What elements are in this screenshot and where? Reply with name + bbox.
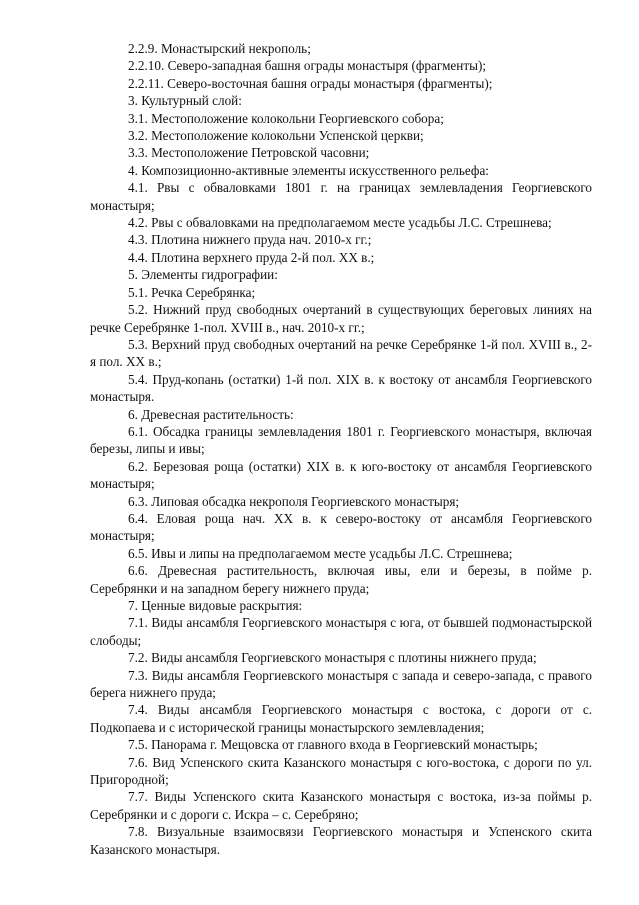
list-item: 3.2. Местоположение колокольни Успенской церкви; [128,128,424,144]
section-heading: 3. Культурный слой: [128,93,242,109]
section-heading: 4. Композиционно-активные элементы искусственного рельефа: [128,162,489,178]
list-item: 4.1. Рвы с обваловками 1801 г. на границах землевладения Георгиевского монастыря; [90,180,592,213]
list-item: 7.6. Вид Успенского скита Казанского монастыря с юго-востока, с дороги по ул. Пригородной; [90,754,592,788]
list-item: 3.3. Местоположение Петровской часовни; [128,145,370,161]
list-item: 2.2.9. Монастырский некрополь; [128,41,311,56]
list-item: 7.1. Виды ансамбля Георгиевского монастыря с юга, от бывшей подмонастырской слободы; [90,615,592,648]
list-item: 6.3. Липовая обсадка некрополя Георгиевского монастыря; [128,493,460,509]
list-item: 6.2. Березовая роща (остатки) XIX в. к юго-востоку от ансамбля Георгиевского монастыря; [90,458,592,492]
list-item: 5.3. Верхний пруд свободных очертаний на речке Серебрянке 1-й пол. XVIII в., 2-я пол. XX в.; [90,336,592,370]
list-item: 7.4. Виды ансамбля Георгиевского монастыря с востока, с дороги от с. Подкопаева и с исторической границы монастырского землевладения; [90,702,592,735]
list-item: 4.2. Рвы с обваловками на предполагаемом месте усадьбы Л.С. Стрешнева; [128,215,552,231]
list-item: 6.1. Обсадка границы землевладения 1801 г. Георгиевского монастыря, включая березы, липы и ивы; [90,423,592,457]
list-item: 6.6. Древесная растительность, включая ивы, ели и березы, в пойме р. Серебрянки и на западном берегу нижнего пруда; [90,563,592,596]
document-body [90,40,592,858]
list-item: 7.7. Виды Успенского скита Казанского монастыря с востока, из-за поймы р. Серебрянки и с дороги с. Искра – с. Серебряно; [90,789,592,822]
section-heading: 6. Древесная растительность: [128,406,294,422]
list-item: 7.5. Панорама г. Мещовска от главного входа в Георгиевский монастырь; [128,737,538,753]
list-item: 5.1. Речка Серебрянка; [128,284,256,300]
list-item: 5.2. Нижний пруд свободных очертаний в существующих береговых линиях на речке Серебрянке 1-пол. XVIII в., нач. 2010-х гг.; [90,302,592,335]
list-item: 7.2. Виды ансамбля Георгиевского монастыря с плотины нижнего пруда; [128,650,537,666]
list-item: 5.4. Пруд-копань (остатки) 1-й пол. XIX в. к востоку от ансамбля Георгиевского монастыря. [90,371,592,405]
list-item: 2.2.11. Северо-восточная башня ограды монастыря (фрагменты); [128,75,493,91]
list-item: 6.5. Ивы и липы на предполагаемом месте усадьбы Л.С. Стрешнева; [128,545,513,561]
list-item: 6.4. Еловая роща нач. XX в. к северо-востоку от ансамбля Георгиевского монастыря; [90,510,592,544]
section-heading: 7. Ценные видовые раскрытия: [128,598,303,613]
section-heading: 5. Элементы гидрографии: [128,267,278,283]
list-item: 2.2.10. Северо-западная башня ограды монастыря (фрагменты); [128,58,487,74]
list-item: 3.1. Местоположение колокольни Георгиевского собора; [128,110,444,126]
list-item: 7.3. Виды ансамбля Георгиевского монастыря с запада и северо-запада, с правого берега нижнего пруда; [90,667,592,701]
list-item: 4.4. Плотина верхнего пруда 2-й пол. XX в.; [128,249,375,265]
list-item: 7.8. Визуальные взаимосвязи Георгиевского монастыря и Успенского скита Казанского монастыря. [90,824,592,857]
list-item: 4.3. Плотина нижнего пруда нач. 2010-х гг.; [128,232,372,248]
